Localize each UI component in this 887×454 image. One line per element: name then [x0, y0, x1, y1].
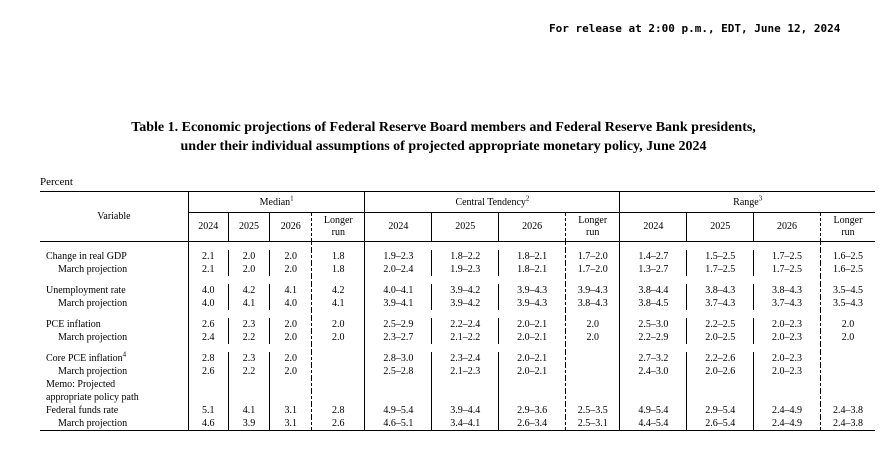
- table-row: [40, 297, 875, 310]
- central-tendency-cell: 3.9–4.2: [432, 297, 499, 310]
- table-row: [40, 250, 875, 263]
- row-label: PCE inflation: [46, 319, 101, 330]
- range-cell: 2.2–2.5: [687, 318, 754, 331]
- projections-table: [40, 191, 875, 431]
- median-cell: 4.1: [312, 297, 365, 310]
- median-header: Median$^1$: [188, 192, 365, 213]
- median-cell: 4.1: [228, 404, 270, 417]
- range-cell: 2.6–5.4: [687, 417, 754, 431]
- memo-row: [40, 378, 875, 391]
- year-header: 2026: [499, 213, 566, 242]
- range-cell: 2.4–3.8: [820, 404, 875, 417]
- median-cell: 4.2: [228, 284, 270, 297]
- row-label: Unemployment rate: [46, 285, 126, 296]
- central-tendency-cell: 2.6–3.4: [499, 417, 566, 431]
- range-cell: 1.6–2.5: [820, 263, 875, 276]
- table-row: [40, 365, 875, 378]
- median-cell: 2.0: [228, 263, 270, 276]
- range-cell: 2.4–4.9: [754, 404, 821, 417]
- memo-row: [40, 391, 875, 404]
- central-tendency-cell: 3.9–4.3: [499, 284, 566, 297]
- median-cell: [312, 365, 365, 378]
- range-cell: 2.7–3.2: [620, 352, 687, 365]
- range-cell: 3.8–4.3: [754, 284, 821, 297]
- range-cell: 2.0–2.6: [687, 365, 754, 378]
- range-cell: 2.2–2.6: [687, 352, 754, 365]
- central-tendency-cell: 1.7–2.0: [566, 250, 620, 263]
- central-tendency-cell: 2.0–2.1: [499, 365, 566, 378]
- median-cell: 4.2: [312, 284, 365, 297]
- range-cell: 2.4–3.8: [820, 417, 875, 431]
- range-cell: 3.5–4.3: [820, 297, 875, 310]
- central-tendency-cell: 2.5–3.5: [566, 404, 620, 417]
- range-cell: 2.0: [820, 318, 875, 331]
- year-header: 2024: [188, 213, 228, 242]
- central-tendency-cell: 3.8–4.3: [566, 297, 620, 310]
- longer-run-line-2: run: [331, 227, 345, 238]
- central-tendency-cell: 3.4–4.1: [432, 417, 499, 431]
- range-cell: [820, 365, 875, 378]
- spacer-row: [40, 276, 875, 284]
- median-cell: 3.1: [270, 417, 312, 431]
- memo-label: appropriate policy path: [46, 392, 139, 403]
- year-header: 2024: [620, 213, 687, 242]
- central-tendency-cell: 2.1–2.2: [432, 331, 499, 344]
- range-cell: [820, 352, 875, 365]
- range-cell: 3.7–4.3: [687, 297, 754, 310]
- year-header: 2026: [754, 213, 821, 242]
- range-cell: 3.8–4.5: [620, 297, 687, 310]
- central-tendency-cell: 2.0–2.1: [499, 331, 566, 344]
- median-cell: 5.1: [188, 404, 228, 417]
- median-cell: 4.1: [270, 284, 312, 297]
- row-label: March projection: [58, 264, 128, 275]
- central-tendency-cell: 1.8–2.1: [499, 250, 566, 263]
- central-tendency-cell: 2.3–2.7: [365, 331, 432, 344]
- median-cell: 2.3: [228, 352, 270, 365]
- release-note: For release at 2:00 p.m., EDT, June 12, 2024: [549, 22, 841, 35]
- range-cell: 3.7–4.3: [754, 297, 821, 310]
- central-tendency-cell: 2.0–2.1: [499, 352, 566, 365]
- median-cell: 2.8: [312, 404, 365, 417]
- range-cell: 4.4–5.4: [620, 417, 687, 431]
- central-tendency-cell: 3.9–4.3: [566, 284, 620, 297]
- central-tendency-cell: [566, 352, 620, 365]
- central-tendency-cell: 2.9–3.6: [499, 404, 566, 417]
- median-cell: 2.2: [228, 365, 270, 378]
- central-tendency-cell: 1.7–2.0: [566, 263, 620, 276]
- row-label: Core PCE inflation$^4$: [46, 350, 127, 364]
- median-cell: 2.0: [228, 250, 270, 263]
- central-tendency-cell: 3.9–4.3: [499, 297, 566, 310]
- median-cell: 2.2: [228, 331, 270, 344]
- unit-label: Percent: [40, 176, 73, 188]
- median-cell: 2.0: [270, 250, 312, 263]
- central-tendency-cell: 1.9–2.3: [365, 250, 432, 263]
- table-row: [40, 318, 875, 331]
- year-header: 2024: [365, 213, 432, 242]
- median-cell: 2.1: [188, 263, 228, 276]
- range-cell: 2.0–2.3: [754, 318, 821, 331]
- range-cell: 2.2–2.9: [620, 331, 687, 344]
- central-tendency-cell: 4.9–5.4: [365, 404, 432, 417]
- central-tendency-cell: 2.5–2.9: [365, 318, 432, 331]
- median-cell: [312, 352, 365, 365]
- spacer-row: [40, 344, 875, 352]
- range-cell: 1.3–2.7: [620, 263, 687, 276]
- longer-run-header: [566, 213, 620, 242]
- central-tendency-cell: 2.3–2.4: [432, 352, 499, 365]
- central-tendency-cell: [566, 365, 620, 378]
- longer-run-header: [312, 213, 365, 242]
- median-cell: 2.6: [312, 417, 365, 431]
- longer-run-line-1: Longer: [323, 215, 353, 226]
- range-cell: 3.8–4.3: [687, 284, 754, 297]
- central-tendency-cell: 2.8–3.0: [365, 352, 432, 365]
- range-cell: 3.8–4.4: [620, 284, 687, 297]
- row-label: March projection: [58, 332, 128, 343]
- year-header: 2025: [432, 213, 499, 242]
- median-cell: 3.9: [228, 417, 270, 431]
- range-cell: 2.9–5.4: [687, 404, 754, 417]
- median-cell: 2.0: [270, 263, 312, 276]
- median-cell: 2.0: [312, 318, 365, 331]
- row-label: Federal funds rate: [46, 405, 119, 416]
- range-cell: 4.9–5.4: [620, 404, 687, 417]
- row-label: Change in real GDP: [46, 251, 127, 262]
- median-cell: 2.1: [188, 250, 228, 263]
- title-line-2: under their individual assumptions of projected appropriate monetary policy, June 2024: [180, 139, 707, 154]
- table-row: [40, 352, 875, 365]
- central-tendency-cell: 1.9–2.3: [432, 263, 499, 276]
- central-tendency-header: Central Tendency$^2$: [365, 192, 620, 213]
- year-header: 2025: [228, 213, 270, 242]
- range-cell: 1.5–2.5: [687, 250, 754, 263]
- median-cell: 4.0: [188, 297, 228, 310]
- year-header: 2026: [270, 213, 312, 242]
- longer-run-line-1: Longer: [578, 215, 608, 226]
- range-cell: 1.7–2.5: [687, 263, 754, 276]
- median-cell: 4.0: [270, 297, 312, 310]
- longer-run-header: [820, 213, 875, 242]
- range-cell: 2.4–3.0: [620, 365, 687, 378]
- range-cell: 2.5–3.0: [620, 318, 687, 331]
- median-cell: 2.0: [270, 331, 312, 344]
- central-tendency-cell: 2.2–2.4: [432, 318, 499, 331]
- central-tendency-cell: 4.0–4.1: [365, 284, 432, 297]
- spacer-row: [40, 242, 875, 251]
- median-cell: 2.0: [270, 365, 312, 378]
- median-cell: 2.6: [188, 318, 228, 331]
- central-tendency-cell: 2.0: [566, 331, 620, 344]
- range-cell: 2.0–2.3: [754, 365, 821, 378]
- range-cell: 2.0: [820, 331, 875, 344]
- title-line-1: Table 1. Economic projections of Federal Reserve Board members and Federal Reserve Bank presidents,: [131, 120, 756, 135]
- longer-run-line-1: Longer: [833, 215, 863, 226]
- central-tendency-cell: 4.6–5.1: [365, 417, 432, 431]
- range-header: Range$^3$: [620, 192, 875, 213]
- median-cell: 4.1: [228, 297, 270, 310]
- range-cell: 1.4–2.7: [620, 250, 687, 263]
- row-label: March projection: [58, 366, 128, 377]
- year-header: 2025: [687, 213, 754, 242]
- median-cell: 2.6: [188, 365, 228, 378]
- central-tendency-cell: 1.8–2.1: [499, 263, 566, 276]
- median-cell: 2.3: [228, 318, 270, 331]
- row-label: March projection: [40, 417, 188, 431]
- range-cell: 2.0–2.3: [754, 331, 821, 344]
- table-row: [40, 284, 875, 297]
- central-tendency-cell: 2.5–3.1: [566, 417, 620, 431]
- table-row: [40, 263, 875, 276]
- median-cell: 1.8: [312, 250, 365, 263]
- range-cell: 3.5–4.5: [820, 284, 875, 297]
- range-cell: 2.4–4.9: [754, 417, 821, 431]
- row-label: March projection: [58, 298, 128, 309]
- median-cell: 2.0: [312, 331, 365, 344]
- median-cell: 2.0: [270, 352, 312, 365]
- table-row: [40, 331, 875, 344]
- range-cell: 2.0–2.5: [687, 331, 754, 344]
- table-body: [40, 242, 875, 431]
- central-tendency-cell: 2.5–2.8: [365, 365, 432, 378]
- median-cell: 2.8: [188, 352, 228, 365]
- variable-header: Variable: [40, 192, 188, 242]
- central-tendency-cell: 2.0: [566, 318, 620, 331]
- range-cell: 2.0–2.3: [754, 352, 821, 365]
- table-title: [0, 118, 887, 156]
- range-cell: 1.6–2.5: [820, 250, 875, 263]
- longer-run-line-2: run: [586, 227, 600, 238]
- median-cell: 4.6: [188, 417, 228, 431]
- spacer-row: [40, 310, 875, 318]
- central-tendency-cell: 3.9–4.4: [432, 404, 499, 417]
- median-cell: 2.0: [270, 318, 312, 331]
- median-cell: 3.1: [270, 404, 312, 417]
- median-cell: 4.0: [188, 284, 228, 297]
- median-cell: 1.8: [312, 263, 365, 276]
- memo-label: Memo: Projected: [46, 379, 116, 390]
- range-cell: 1.7–2.5: [754, 263, 821, 276]
- central-tendency-cell: 1.8–2.2: [432, 250, 499, 263]
- central-tendency-cell: 2.0–2.1: [499, 318, 566, 331]
- central-tendency-cell: 3.9–4.2: [432, 284, 499, 297]
- table-row: [40, 404, 875, 417]
- central-tendency-cell: 3.9–4.1: [365, 297, 432, 310]
- central-tendency-cell: 2.1–2.3: [432, 365, 499, 378]
- central-tendency-cell: 2.0–2.4: [365, 263, 432, 276]
- range-cell: 1.7–2.5: [754, 250, 821, 263]
- longer-run-line-2: run: [841, 227, 855, 238]
- median-cell: 2.4: [188, 331, 228, 344]
- table-header: [40, 192, 875, 242]
- table-row: [40, 417, 875, 431]
